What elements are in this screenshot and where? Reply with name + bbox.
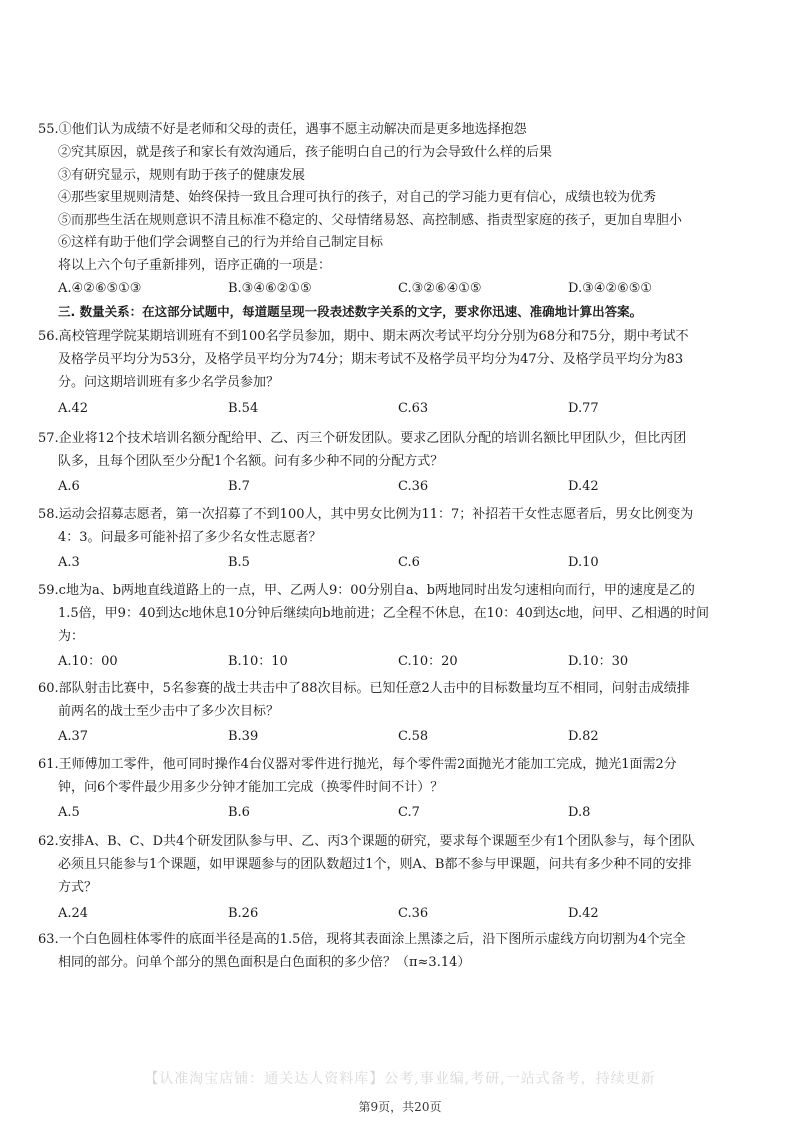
option-d: D.10 [568, 555, 599, 570]
option-b: B.③④⑥②①⑤ [228, 281, 312, 296]
q55-sentence-6: ⑥这样有助于他们学会调整自己的行为并给自己制定目标 [58, 235, 384, 250]
option-c: C.③②⑥④①⑤ [398, 281, 482, 296]
q60-line-2: 前两名的战士至少击中了多少次目标？ [58, 704, 280, 719]
option-b: B.26 [228, 906, 259, 921]
option-a: A.3 [58, 555, 80, 570]
option-b: B.54 [228, 401, 259, 416]
option-b: B.5 [228, 555, 250, 570]
q56-options [58, 398, 758, 420]
option-c: C.63 [398, 401, 429, 416]
option-b: B.7 [228, 479, 250, 494]
q55-options [58, 278, 758, 300]
option-d: D.42 [568, 479, 599, 494]
q61-line-1: 61.王师傅加工零件，他可同时操作4台仪器对零件进行抛光，每个零件需2面抛光才能加工完成，抛光1面需2分 [38, 757, 677, 772]
q63-line-1: 63.一个白色圆柱体零件的底面半径是高的1.5倍，现将其表面涂上黑漆之后，沿下图所示虚线方向切割为4个完全 [38, 932, 686, 947]
q55-stem: 将以上六个句子重新排列，语序正确的一项是： [58, 258, 332, 273]
q61-line-2: 钟，问6个零件最少用多少分钟才能加工完成（换零件时间不计）？ [58, 780, 444, 795]
q59-line-3: 为： [58, 629, 85, 644]
q59-line-1: 59.c地为a、b两地直线道路上的一点，甲、乙两人9：00分别自a、b两地同时出发匀速相向而行，甲的速度是乙的 [38, 583, 695, 598]
q55-sentence-1: 55.①他们认为成绩不好是老师和父母的责任，遇事不愿主动解决而是更多地选择抱怨 [38, 122, 527, 137]
option-d: D.77 [568, 401, 599, 416]
option-a: A.10：00 [58, 654, 118, 669]
q56-line-2: 及格学员平均分为53分，及格学员平均分为74分；期末考试不及格学员平均分为47分、及格学员平均分为83 [58, 352, 684, 367]
option-d: D.42 [568, 906, 599, 921]
option-d: D.10：30 [568, 654, 629, 669]
q57-line-2: 队多，且每个团队至少分配1个名额。问有多少种不同的分配方式？ [58, 454, 444, 469]
option-a: A.42 [58, 401, 89, 416]
q55-sentence-5: ⑤而那些生活在规则意识不清且标准不稳定的、父母情绪易怒、高控制感、指责型家庭的孩子，更加自卑胆小 [58, 213, 683, 228]
option-c: C.10：20 [398, 654, 458, 669]
q62-options [58, 903, 758, 925]
q59-line-2: 1.5倍，甲9：40到达c地休息10分钟后继续向b地前进；乙全程不休息，在10：40到达c地，问甲、乙相遇的时间 [58, 606, 709, 621]
q56-line-1: 56.高校管理学院某期培训班有不到100名学员参加，期中、期末两次考试平均分分别为68分和75分，期中考试不 [38, 329, 689, 344]
q58-options [58, 552, 758, 574]
option-b: B.39 [228, 729, 259, 744]
option-a: A.5 [58, 805, 80, 820]
option-c: C.58 [398, 729, 429, 744]
q57-options [58, 476, 758, 498]
option-c: C.36 [398, 479, 429, 494]
q62-line-2: 必须且只能参与1个课题，如甲课题参与的团队数超过1个，则A、B都不参与甲课题，问共有多少种不同的安排 [58, 857, 692, 872]
option-d: D.③④②⑥⑤① [568, 281, 653, 296]
option-c: C.7 [398, 805, 420, 820]
q56-line-3: 分。问这期培训班有多少名学员参加？ [58, 375, 280, 390]
option-a: A.6 [58, 479, 80, 494]
q58-line-2: 4：3。问最多可能补招了多少名女性志愿者？ [58, 530, 322, 545]
option-d: D.82 [568, 729, 599, 744]
q55-sentence-2: ②究其原因，就是孩子和家长有效沟通后，孩子能明白自己的行为会导致什么样的后果 [58, 145, 553, 160]
q62-line-3: 方式？ [58, 880, 98, 895]
q63-line-2: 相同的部分。问单个部分的黑色面积是白色面积的多少倍？（π≈3.14） [58, 955, 471, 970]
q55-sentence-3: ③有研究显示，规则有助于孩子的健康发展 [58, 168, 306, 183]
option-c: C.36 [398, 906, 429, 921]
q58-line-1: 58.运动会招募志愿者，第一次招募了不到100人，其中男女比例为11：7；补招若干女性志愿者后，男女比例变为 [38, 507, 694, 522]
option-b: B.10：10 [228, 654, 288, 669]
option-a: A.37 [58, 729, 89, 744]
q55-sentence-4: ④那些家里规则清楚、始终保持一致且合理可执行的孩子，对自己的学习能力更有信心，成绩也较为优秀 [58, 190, 657, 205]
option-a: A.24 [58, 906, 89, 921]
q60-line-1: 60.部队射击比赛中，5名参赛的战士共击中了88次目标。已知任意2人击中的目标数量均互不相同，问射击成绩排 [38, 681, 690, 696]
q57-line-1: 57.企业将12个技术培训名额分配给甲、乙、丙三个研发团队。要求乙团队分配的培训名额比甲团队少，但比丙团 [38, 431, 687, 446]
q61-options [58, 802, 758, 824]
q60-options [58, 726, 758, 748]
q59-options [58, 651, 758, 673]
option-b: B.6 [228, 805, 250, 820]
page-number: 第9页，共20页 [358, 1100, 442, 1114]
q62-line-1: 62.安排A、B、C、D共4个研发团队参与甲、乙、丙3个课题的研究，要求每个课题至少有1个团队参与，每个团队 [38, 834, 695, 849]
option-a: A.④②⑥⑤①③ [58, 281, 142, 296]
section-heading: 三. 数量关系：在这部分试题中，每道题呈现一段表述数字关系的文字，要求你迅速、准确地计算出答案。 [58, 304, 643, 319]
watermark: 【认准淘宝店铺：通关达人资料库】公考,事业编,考研,一站式备考，持续更新 [144, 1071, 656, 1087]
option-d: D.8 [568, 805, 591, 820]
option-c: C.6 [398, 555, 420, 570]
